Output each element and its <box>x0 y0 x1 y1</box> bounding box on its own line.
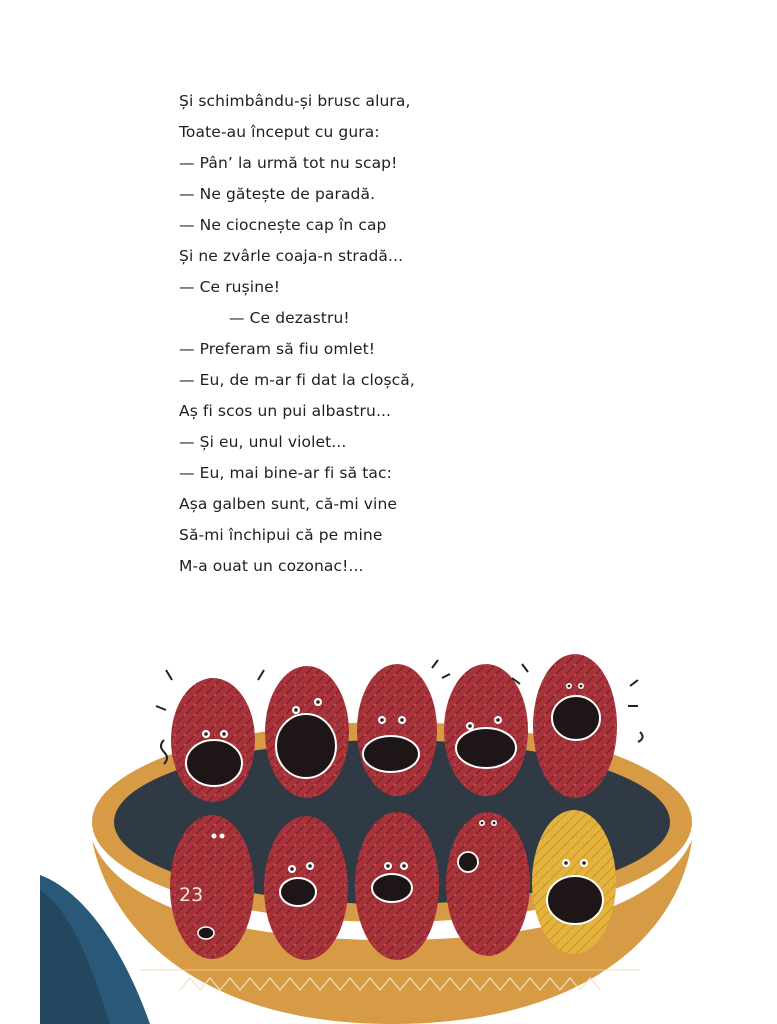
poem-line: — Eu, mai bine-ar fi să tac: <box>179 464 392 482</box>
egg-3-icon <box>357 664 437 796</box>
poem-line: M-a ouat un cozonac!... <box>179 557 364 575</box>
poem-line: Așa galben sunt, că-mi vine <box>179 495 398 513</box>
poem-line: — Ne ciocnește cap în cap <box>179 216 387 234</box>
poem-line: — Ce dezastru! <box>229 309 350 327</box>
egg-1-icon <box>171 678 255 802</box>
egg-2-icon <box>265 666 349 798</box>
poem-line: Toate-au început cu gura: <box>179 123 380 141</box>
egg-10-yellow-icon <box>532 810 616 954</box>
egg-8-icon <box>355 812 439 960</box>
egg-4-icon <box>444 664 528 796</box>
egg-7-icon <box>264 816 348 960</box>
eggs-basket-illustration <box>0 640 777 1024</box>
poem-line: — Ce rușine! <box>179 278 281 296</box>
poem-line: — Ne gătește de paradă. <box>179 185 376 203</box>
poem-line: Și ne zvârle coaja-n stradă... <box>179 247 404 265</box>
poem-line: — Eu, de m-ar fi dat la cloșcă, <box>179 371 415 389</box>
page-number: 23 <box>179 884 204 906</box>
poem-line: Și schimbându-și brusc alura, <box>179 92 411 110</box>
poem-line: Aș fi scos un pui albastru... <box>179 402 392 420</box>
poem-line: — Preferam să fiu omlet! <box>179 340 376 358</box>
poem-line: — Pân’ la urmă tot nu scap! <box>179 154 398 172</box>
poem-line: — Și eu, unul violet... <box>179 433 347 451</box>
poem-text <box>179 86 415 582</box>
poem-line: Să-mi închipui că pe mine <box>179 526 383 544</box>
egg-5-icon <box>533 654 617 798</box>
egg-9-icon <box>446 812 530 956</box>
